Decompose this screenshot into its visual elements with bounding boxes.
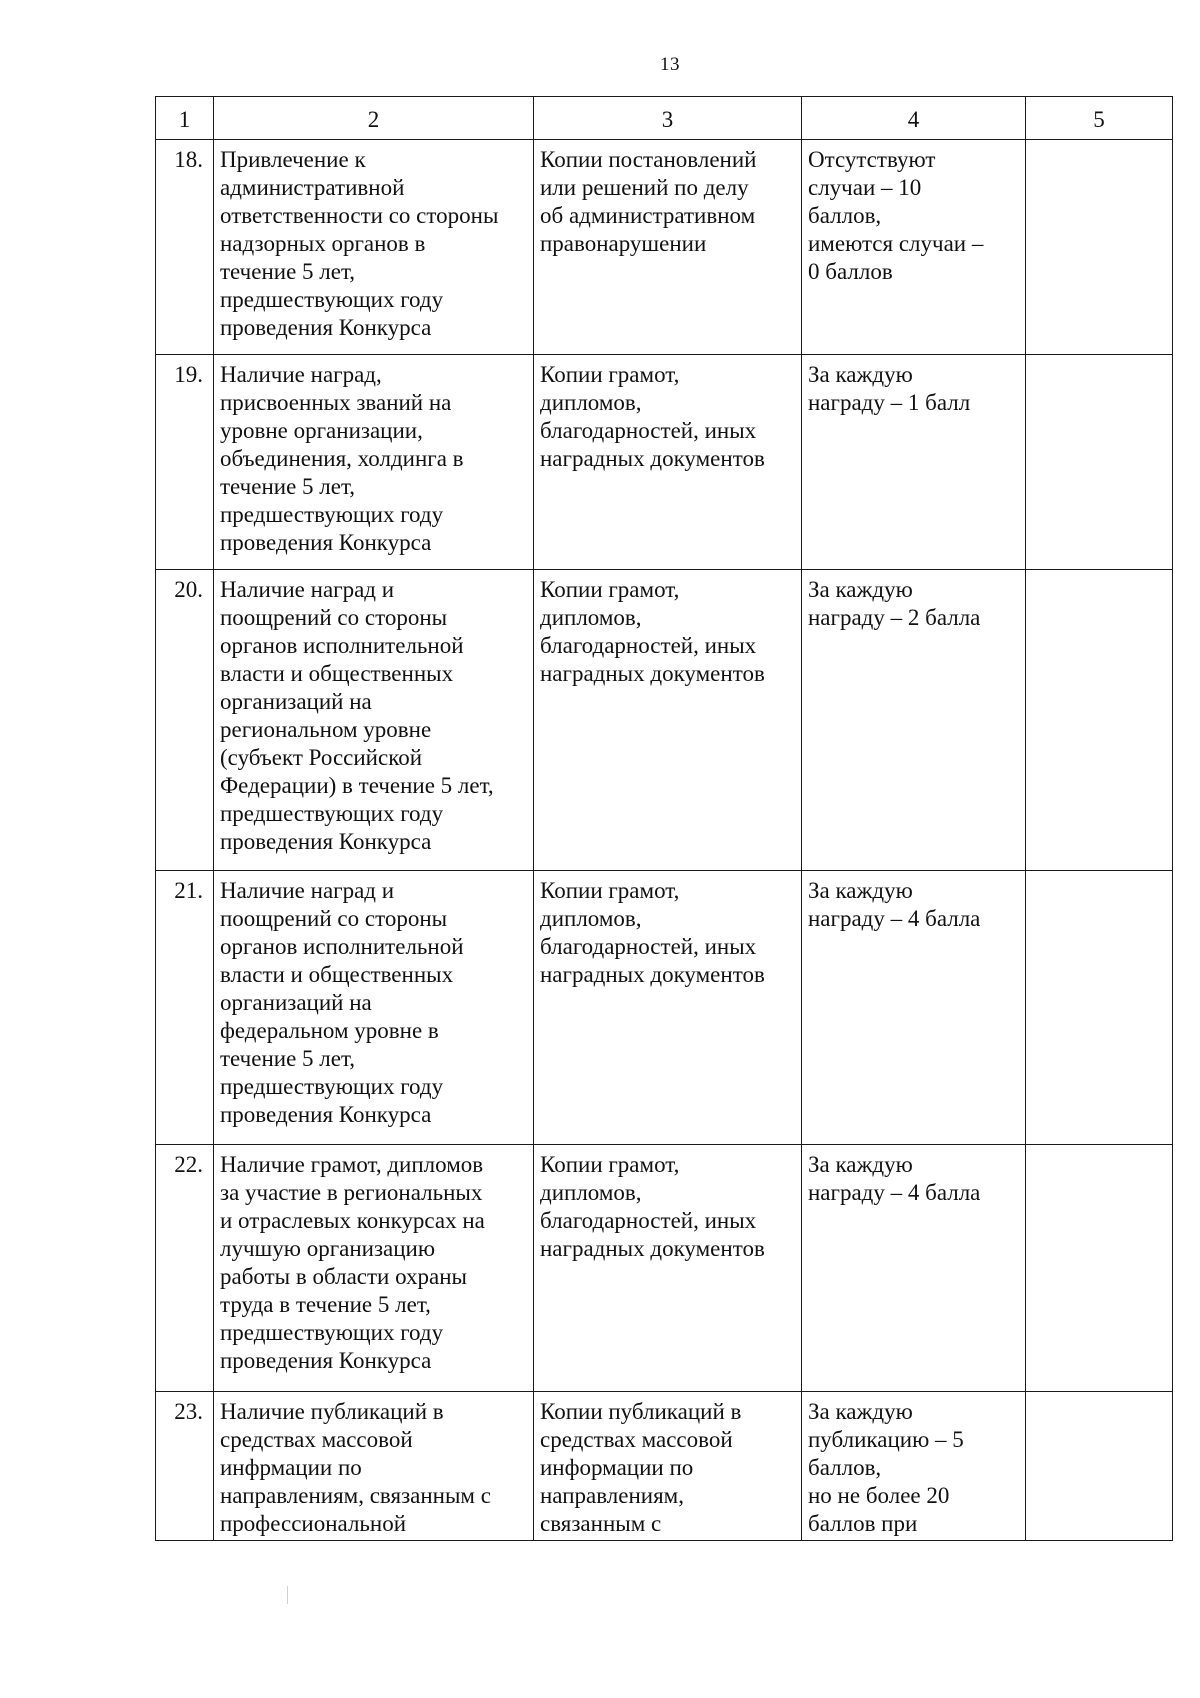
table-row <box>156 871 1173 1145</box>
table-row <box>156 1145 1173 1392</box>
documents-cell: Копии грамот, дипломов, благодарностей, иных наградных документов <box>534 871 802 1145</box>
points-cell: Отсутствуют случаи – 10 баллов, имеются случаи – 0 баллов <box>802 140 1026 355</box>
points-cell: За каждую награду – 4 балла <box>802 871 1026 1145</box>
column-header-4: 4 <box>802 97 1026 140</box>
row-number: 19. <box>156 355 214 570</box>
score-cell <box>1026 1145 1173 1392</box>
row-number: 22. <box>156 1145 214 1392</box>
table-row <box>156 570 1173 871</box>
header-row <box>156 97 1173 140</box>
points-cell: За каждую награду – 1 балл <box>802 355 1026 570</box>
criterion-cell: Наличие наград и поощрений со стороны органов исполнительной власти и общественных организаций на региональном уровне (субъект Российской Федерации) в течение 5 лет, предшествующих году проведения Конкурса <box>214 570 534 871</box>
score-cell <box>1026 1392 1173 1541</box>
criterion-cell: Наличие публикаций в средствах массовой инфрмации по направлениям, связанным с профессиональной <box>214 1392 534 1541</box>
page-number: 13 <box>660 54 680 75</box>
documents-cell: Копии грамот, дипломов, благодарностей, иных наградных документов <box>534 1145 802 1392</box>
documents-cell: Копии постановлений или решений по делу об административном правонарушении <box>534 140 802 355</box>
table-row <box>156 1392 1173 1541</box>
points-cell: За каждую награду – 2 балла <box>802 570 1026 871</box>
row-number: 21. <box>156 871 214 1145</box>
criterion-cell: Привлечение к административной ответственности со стороны надзорных органов в течение 5 лет, предшествующих году проведения Конкурса <box>214 140 534 355</box>
criteria-table <box>155 96 1173 1541</box>
table-row <box>156 140 1173 355</box>
row-number: 23. <box>156 1392 214 1541</box>
column-header-3: 3 <box>534 97 802 140</box>
documents-cell: Копии грамот, дипломов, благодарностей, иных наградных документов <box>534 570 802 871</box>
column-header-5: 5 <box>1026 97 1173 140</box>
table-row <box>156 355 1173 570</box>
criterion-cell: Наличие наград и поощрений со стороны органов исполнительной власти и общественных организаций на федеральном уровне в течение 5 лет, предшествующих году проведения Конкурса <box>214 871 534 1145</box>
criterion-cell: Наличие грамот, дипломов за участие в региональных и отраслевых конкурсах на лучшую организацию работы в области охраны труда в течение 5 лет, предшествующих году проведения Конкурса <box>214 1145 534 1392</box>
points-cell: За каждую награду – 4 балла <box>802 1145 1026 1392</box>
criterion-cell: Наличие наград, присвоенных званий на уровне организации, объединения, холдинга в течение 5 лет, предшествующих году проведения Конкурса <box>214 355 534 570</box>
score-cell <box>1026 871 1173 1145</box>
documents-cell: Копии грамот, дипломов, благодарностей, иных наградных документов <box>534 355 802 570</box>
column-header-2: 2 <box>214 97 534 140</box>
score-cell <box>1026 570 1173 871</box>
row-number: 20. <box>156 570 214 871</box>
points-cell: За каждую публикацию – 5 баллов, но не более 20 баллов при <box>802 1392 1026 1541</box>
score-cell <box>1026 355 1173 570</box>
column-header-1: 1 <box>156 97 214 140</box>
scan-artifact <box>287 1586 288 1604</box>
documents-cell: Копии публикаций в средствах массовой информации по направлениям, связанным с <box>534 1392 802 1541</box>
row-number: 18. <box>156 140 214 355</box>
score-cell <box>1026 140 1173 355</box>
